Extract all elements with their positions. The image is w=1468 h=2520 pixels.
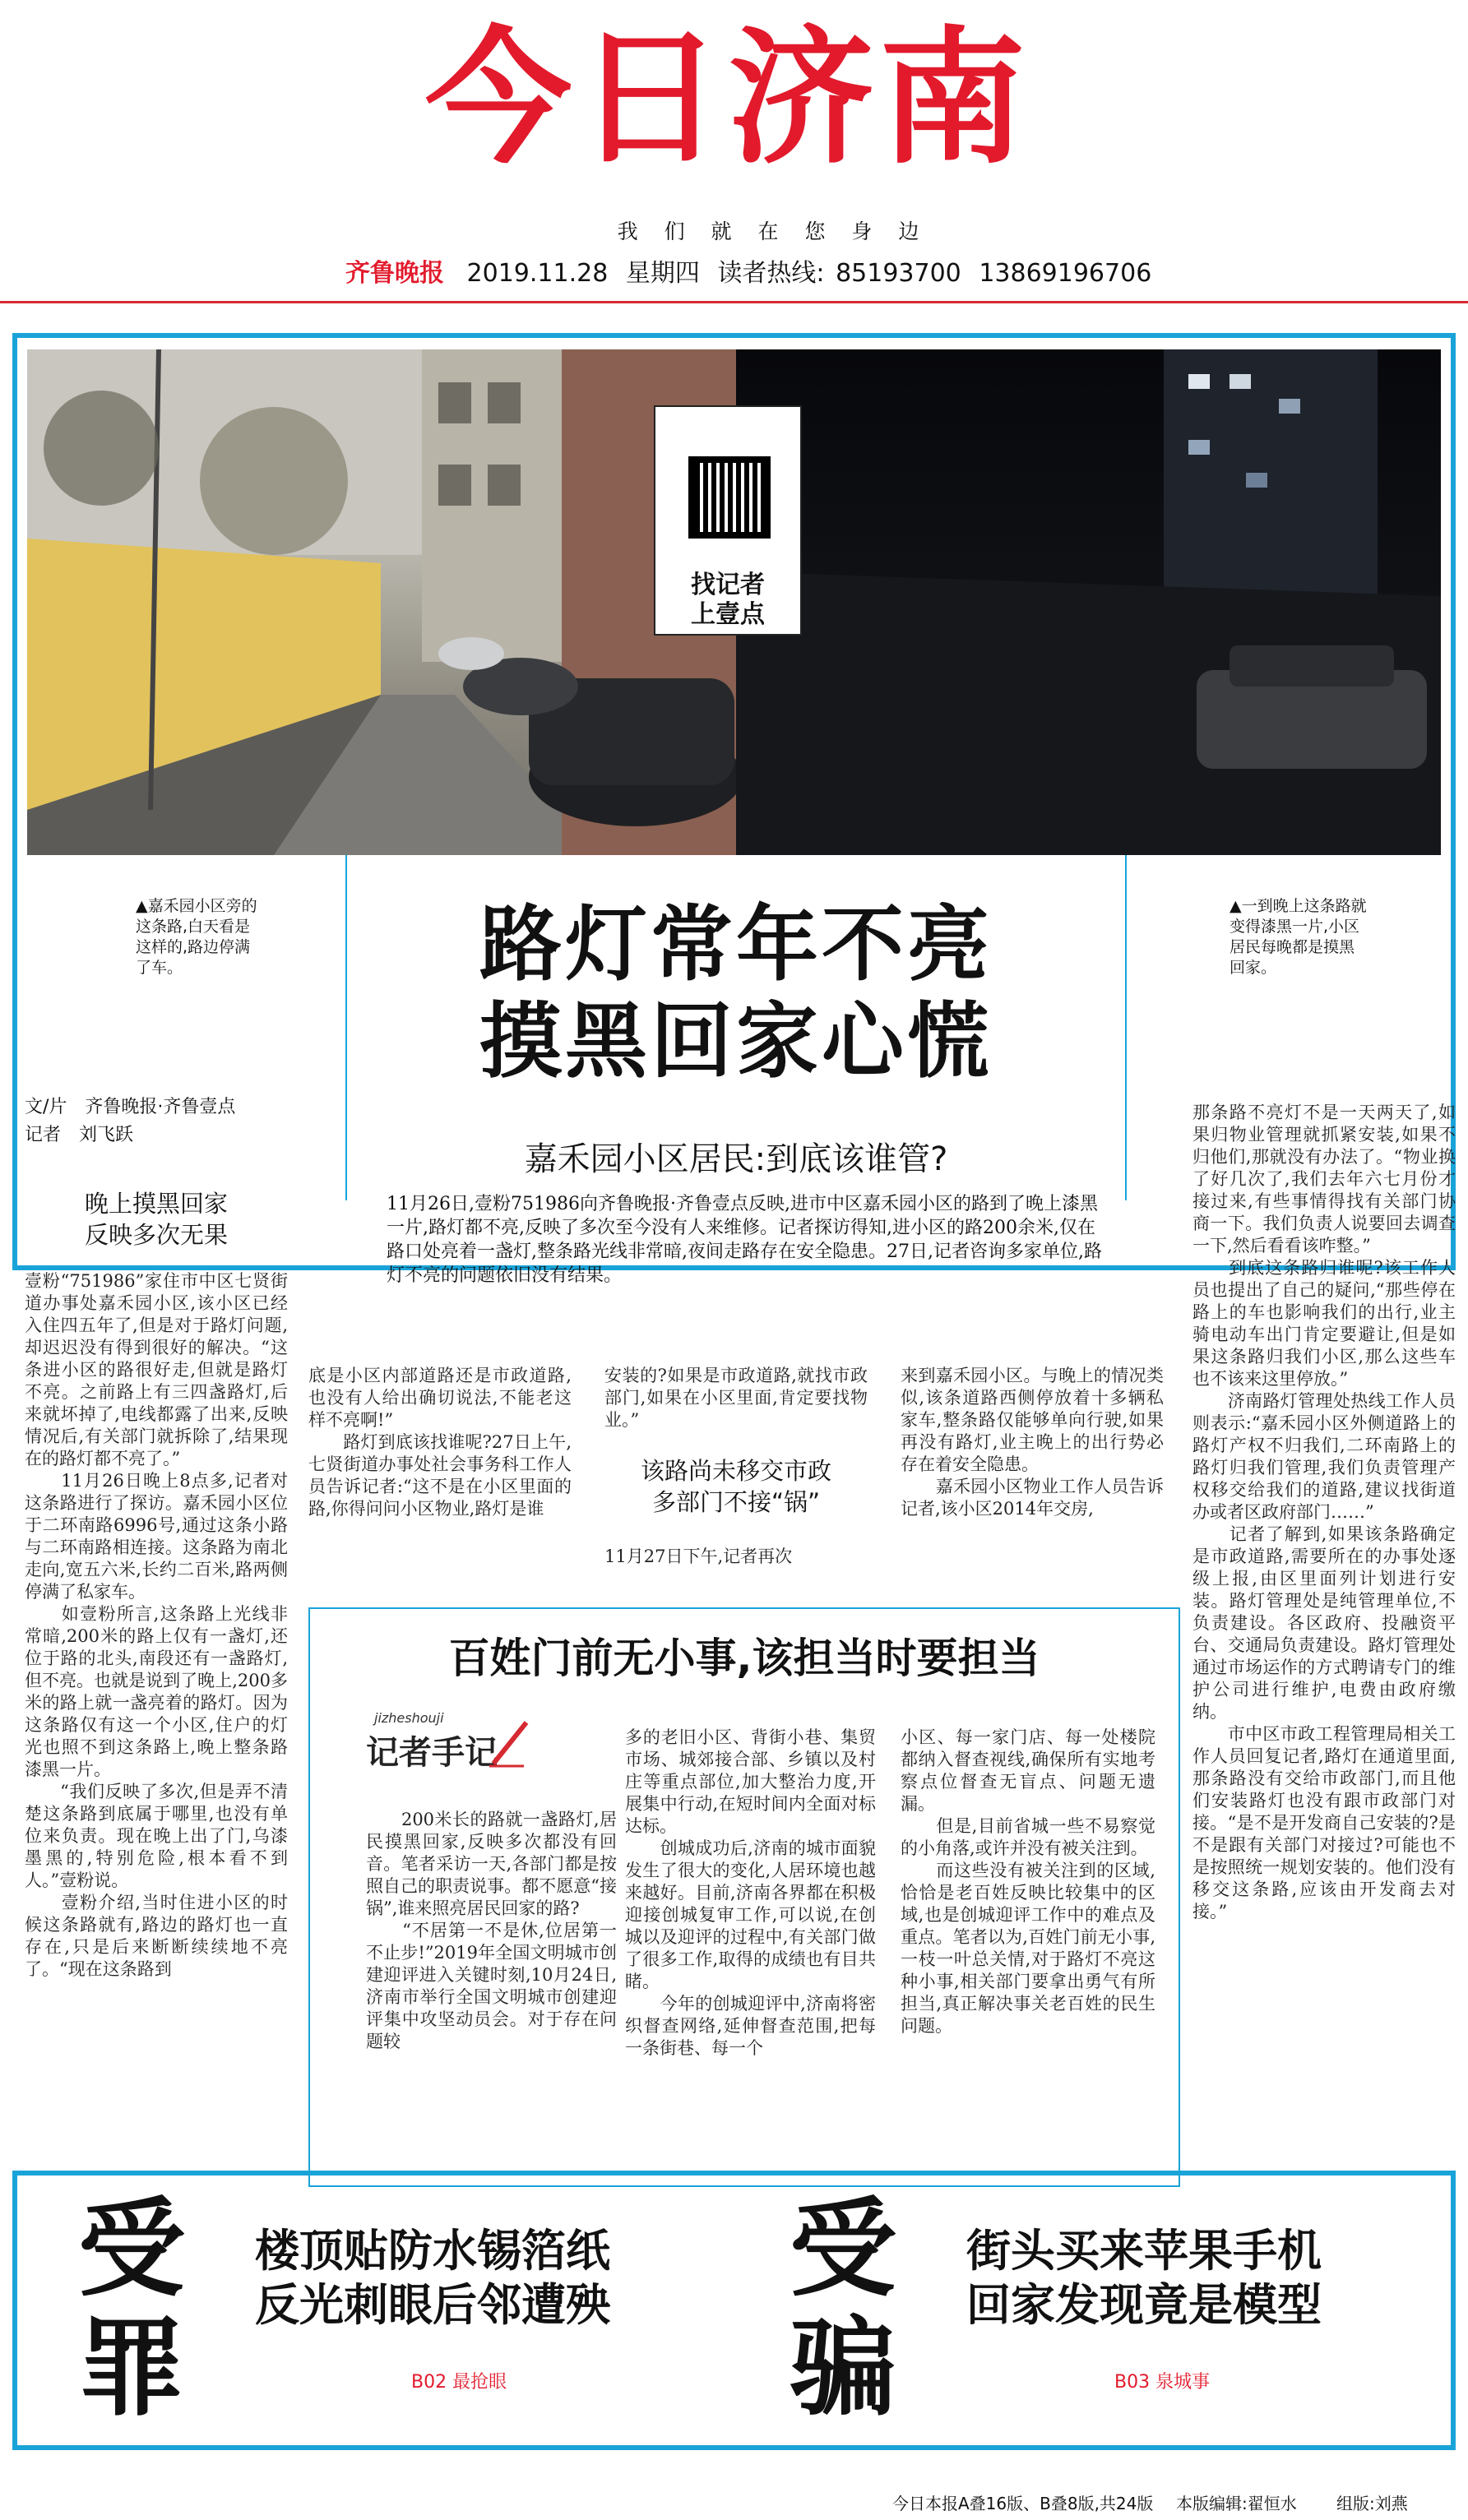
byline-line-1: 文/片 齐鲁晚报·齐鲁壹点 (25, 1097, 236, 1117)
teaser-right-headline[interactable] (966, 2224, 1427, 2333)
nighttime-street-illustration (736, 349, 1441, 855)
photo-caption-left: ▲嘉禾园小区旁的这条路,白天看是这样的,路边停满了车。 (136, 897, 257, 977)
qr-code-icon[interactable] (688, 456, 771, 539)
headline-rule-left (345, 855, 347, 1200)
teaser-left-page: B02 (411, 2372, 447, 2393)
nighttime-photo (736, 349, 1441, 855)
article-lead: 11月26日,壹粉751986向齐鲁晚报·齐鲁壹点反映,进市中区嘉禾园小区的路到了晚上漆黑一片,路灯都不亮,反映了多次至今没有人来维修。记者探访得知,进小区的路200余米,仅在路口处亮着一盏灯,整条路光线非常暗,夜间走路存在安全隐患。27日,记者咨询多家单位,路灯不亮的问题依旧没有结果。 (387, 1194, 1102, 1286)
article-column-5: 那条路不亮灯不是一天两天了,如果归物业管理就抓紧安装,如果不归他们,那就没有办法了。“物业换了好几次了,我们去年六七月份才接过来,有些事情得找有关部门协商一下。我们负责人说要回去调查一下,然后看看该咋整。” 到底这条路归谁呢?该工作人员也提出了自己的疑问,“那些停在路上的车也影响我们的出行,业主骑电动车出门肯定要避让,但是如果这条路归我们小区,那么这些车也不该来这里停放。” 济南路灯管理处热线工作人员则表示:“嘉禾园小区外侧道路上的路灯产权不归我们,二环南路上的路灯归我们管理,我们负责管理产权移交给我们的道路,建议找街道办或者区政府部门……” 记者了解到,如果该条路确定是市政道路,需要所在的办事处逐级上报,由区里面列计划进行安装。路灯管理处是纯管理单位,不负责建设。各区政府、投融资平台、交通局负责建设。路灯管理处通过市场运作的方式聘请专门的维护公司进行维护,电费由政府缴纳。 市中区市政工程管理局相关工作人员回复记者,路灯在通道里面,那条路没有交给市政部门,而且他们安装路灯也没有跟市政部门对接。“是不是开发商自己安装的?是不是跟有关部门对接过?可能也不是按照统一规划安装的。他们没有移交这条路,应该由开发商去对接。” (1192, 1103, 1456, 1921)
teaser-left-line-1: 楼顶贴防水锡箔纸 (255, 2225, 610, 2277)
teaser-right-line-2: 回家发现竟是模型 (966, 2279, 1322, 2331)
teaser-left-pageref[interactable] (411, 2368, 658, 2393)
commentary-title: 百姓门前无小事,该担当时要担当 (448, 1635, 1040, 1682)
brand-logo: 齐鲁晚报 (345, 259, 444, 288)
headline-line-1: 路灯常年不亮 (479, 896, 993, 992)
issue-date: 2019.11.28 (466, 259, 609, 288)
commentary-column-1: 200米长的路就一盏路灯,居民摸黑回家,反映多次都没有回音。笔者采访一天,各部门都是按照自己的职责说事。都不愿意“接锅”,谁来照亮居民回家的路? “不居第一不是休,位居第一不止步!”2019年全国文明城市创建迎评进入关键时刻,10月24日,济南市举行全国文明城市创建迎评集中攻坚动员会。对于存在问题较 (366, 1810, 617, 2051)
teaser-left-char-1: 受 (77, 2186, 185, 2311)
commentary-column-2: 多的老旧小区、背街小巷、集贸市场、城郊接合部、乡镇以及村庄等重点部位,加大整治力度,开展集中行动,在短时间内全面对标达标。 创城成功后,济南的城市面貌发生了很大的变化,人居环境也越来越好。目前,济南各界都在积极迎接创城复审工作,可以说,在创城以及迎评的过程中,有关部门做了很多工作,取得的成绩也有目共睹。 今年的创城迎评中,济南将密织督查网络,延伸督查范围,把每一条街巷、每一个 (625, 1727, 876, 2058)
daytime-street-illustration (27, 349, 736, 855)
teaser-right-page: B03 (1114, 2372, 1151, 2393)
teaser-left-char-2: 罪 (77, 2305, 185, 2430)
headline-line-2: 摸黑回家心慌 (479, 993, 993, 1089)
daytime-photo (27, 349, 736, 855)
footer-layout: 组版:刘燕 (1336, 2494, 1408, 2513)
subheadline: 嘉禾园小区居民:到底该谁管? (524, 1140, 948, 1178)
article-column-4: 来到嘉禾园小区。与晚上的情况类似,该条道路西侧停放着十多辆私家车,整条路仅能够单向行驶,如果再没有路灯,业主晚上的出行势必存在着安全隐患。 嘉禾园小区物业工作人员告诉记者,该小区2014年交房, (901, 1366, 1164, 1519)
teaser-left-headline[interactable] (255, 2224, 715, 2333)
section-heading-1 (25, 1188, 288, 1251)
byline (25, 1094, 337, 1149)
masthead-divider (0, 301, 1468, 303)
headline-rule-right (1125, 855, 1127, 1200)
teaser-right-char-1: 受 (789, 2186, 896, 2311)
page-footer (0, 2491, 1468, 2520)
qr-code-badge[interactable] (654, 405, 802, 636)
teaser-right-char-2: 骗 (789, 2305, 896, 2430)
hotline-number-1: 85193700 (836, 259, 961, 288)
section-heading-1-line-1: 晚上摸黑回家 (84, 1190, 228, 1218)
byline-line-2: 记者 刘飞跃 (25, 1125, 134, 1145)
article-column-3: 安装的?如果是市政道路,就找市政部门,如果在小区里面,肯定要找物业。” (604, 1366, 868, 1430)
pen-icon (489, 1718, 530, 1768)
masthead-title: 今日济南 (425, 13, 1030, 183)
teaser-right-section: 泉城事 (1155, 2372, 1211, 2393)
qr-label-2: 上壹点 (691, 600, 765, 629)
issue-weekday: 星期四 (625, 259, 700, 288)
footer-editor: 本版编辑:翟恒水 (1176, 2494, 1297, 2513)
photo-caption-right: ▲一到晚上这条路就变得漆黑一片,小区居民每晚都是摸黑回家。 (1230, 897, 1367, 977)
teaser-left-line-2: 反光刺眼后邻遭殃 (255, 2279, 610, 2331)
teaser-left-section: 最抢眼 (452, 2372, 507, 2393)
hotline-label: 读者热线: (717, 259, 825, 288)
masthead-slogan: 我 们 就 在 您 身 边 (617, 220, 929, 243)
masthead-infobar (345, 255, 1168, 292)
stamp-label: 记者手记 (366, 1733, 498, 1772)
section-heading-2 (604, 1455, 868, 1518)
teaser-right-line-1: 街头买来苹果手机 (966, 2225, 1322, 2277)
hotline-number-2: 13869196706 (979, 259, 1152, 288)
section-heading-1-line-2: 反映多次无果 (84, 1221, 228, 1249)
article-column-3b: 11月27日下午,记者再次 (604, 1547, 793, 1566)
footer-pages: 今日本报A叠16版、B叠8版,共24版 (892, 2494, 1154, 2513)
commentary-column-3: 小区、每一家门店、每一处楼院都纳入督查视线,确保所有实地考察点位督查无盲点、问题无遗漏。 但是,目前省城一些不易察觉的小角落,或许并没有被关注到。 而这些没有被关注到的区域,恰恰是老百姓反映比较集中的区域,也是创城迎评工作中的难点及重点。笔者以为,百姓门前无小事,一枝一叶总关情,对于路灯不亮这种小事,相关部门要拿出勇气有所担当,真正解决事关老百姓的民生问题。 (901, 1727, 1155, 2036)
teaser-right-pageref[interactable] (1114, 2368, 1361, 2393)
reporter-notes-stamp (366, 1710, 539, 1776)
section-heading-2-line-2: 多部门不接“锅” (651, 1488, 821, 1516)
qr-label-1: 找记者 (691, 571, 765, 599)
article-column-2: 底是小区内部道路还是市政道路,也没有人给出确切说法,不能老这样不亮啊!” 路灯到底该找谁呢?27日上午,七贤街道办事处社会事务科工作人员告诉记者:“这不是在小区里面的路,你得问问小区物业,路灯是谁 (308, 1366, 572, 1519)
headline (387, 896, 1086, 1090)
article-column-1: 壹粉“751986”家住市中区七贤街道办事处嘉禾园小区,该小区已经入住四五年了,但是对于路灯问题,却迟迟没有得到很好的解决。“这条进小区的路很好走,但就是路灯不亮。之前路上有三四盏路灯,后来就坏掉了,电线都露了出来,反映情况后,有关部门就拆除了,结果现在的路灯都不亮了。” 11月26日晚上8点多,记者对这条路进行了探访。嘉禾园小区位于二环南路6996号,通过这条小路与二环南路相连接。这条路为南北走向,宽五六米,长约二百米,路两侧停满了私家车。 如壹粉所言,这条路上光线非常暗,200米的路上仅有一盏灯,还位于路的北头,南段还有一盏路灯,但不亮。也就是说到了晚上,200多米的路上就一盏亮着的路灯。因为这条路仅有这一个小区,住户的灯光也照不到这条路上,晚上整条路漆黑一片。 “我们反映了多次,但是弄不清楚这条路到底属于哪里,也没有单位来负责。现在晚上出了门,乌漆墨黑的,特别危险,根本看不到人。”壹粉说。 壹粉介绍,当时住进小区的时候这条路就有,路边的路灯也一直存在,只是后来断断续续地不亮了。“现在这条路到 (25, 1271, 288, 1979)
section-heading-2-line-1: 该路尚未移交市政 (640, 1457, 831, 1485)
stamp-pinyin: jizheshouji (374, 1710, 444, 1726)
